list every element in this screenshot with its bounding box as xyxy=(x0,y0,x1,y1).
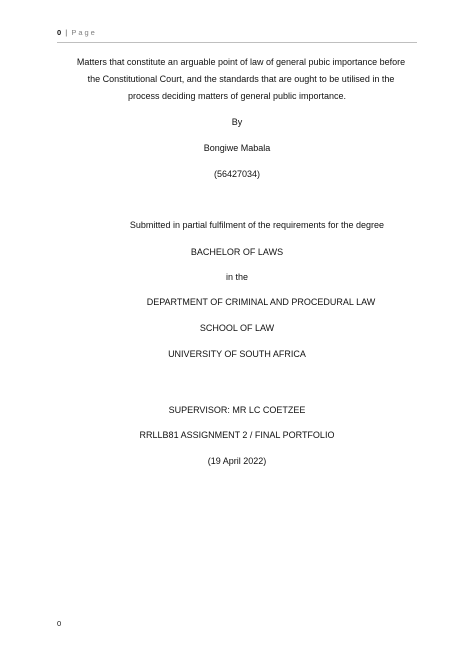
title-line-1: Matters that constitute an arguable point of law of general pubic importance before xyxy=(76,57,406,67)
assignment-line: RRLLB81 ASSIGNMENT 2 / FINAL PORTFOLIO xyxy=(139,430,335,440)
title-line-2: the Constitutional Court, and the standards that are ought to be utilised in the xyxy=(87,74,395,84)
author-name: Bongiwe Mabala xyxy=(203,143,271,153)
header-page-word: Page xyxy=(71,28,97,37)
title-line-3: process deciding matters of general public importance. xyxy=(127,91,347,101)
header-page-number: 0 xyxy=(57,28,62,37)
header-separator: | xyxy=(65,28,68,37)
footer-page-number: 0 xyxy=(57,619,62,628)
page-header xyxy=(57,26,417,43)
student-number: (56427034) xyxy=(213,169,261,179)
degree-name: BACHELOR OF LAWS xyxy=(190,247,284,257)
submission-statement: Submitted in partial fulfilment of the requirements for the degree xyxy=(129,220,385,230)
submission-date: (19 April 2022) xyxy=(207,456,267,466)
university-name: UNIVERSITY OF SOUTH AFRICA xyxy=(168,349,306,359)
school-name: SCHOOL OF LAW xyxy=(199,323,275,333)
supervisor-line: SUPERVISOR: MR LC COETZEE xyxy=(168,405,306,415)
in-the-label: in the xyxy=(225,272,249,282)
department-name: DEPARTMENT OF CRIMINAL AND PROCEDURAL LAW xyxy=(146,297,376,307)
by-label: By xyxy=(231,117,243,127)
